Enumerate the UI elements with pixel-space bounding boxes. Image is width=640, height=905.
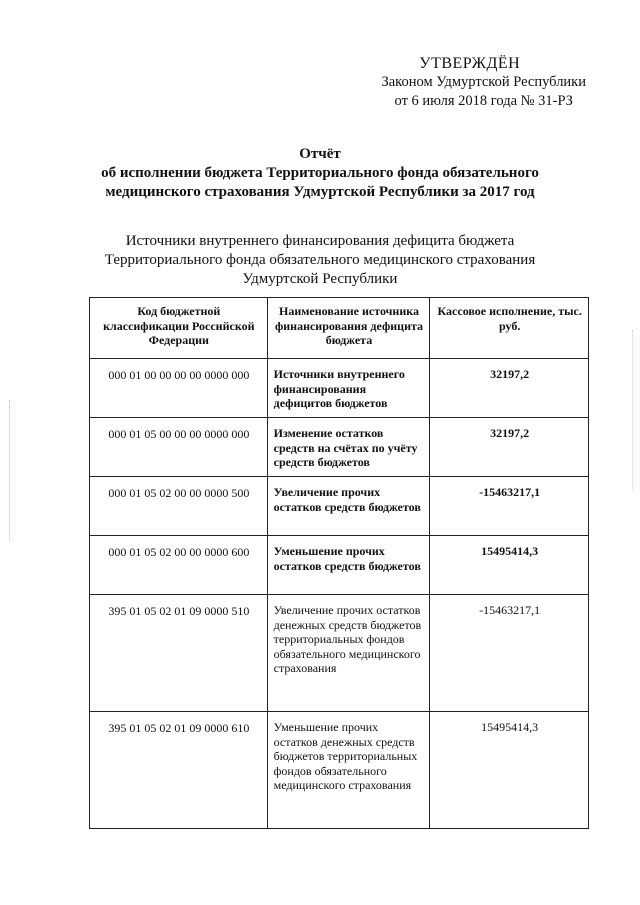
row-code: 000 01 05 02 00 00 0000 500 (90, 477, 268, 536)
row-code: 395 01 05 02 01 09 0000 610 (90, 712, 268, 829)
report-title-line1: об исполнении бюджета Территориального фонда обязательного (101, 165, 539, 181)
subtitle-line2: Территориального фонда обязательного медицинского страхования (104, 252, 536, 268)
row-name: Увеличение прочих остатков денежных средств бюджетов территориальных фондов обязательного медицинского страхования (267, 595, 430, 712)
approval-law: Законом Удмуртской Республики (381, 74, 586, 90)
row-code: 395 01 05 02 01 09 0000 510 (90, 595, 268, 712)
row-name: Источники внутреннего финансирования дефицитов бюджетов (267, 359, 430, 418)
row-amount: -15463217,1 (430, 477, 589, 536)
header-code: Код бюджетной классификации Российской Федерации (90, 298, 268, 359)
table-header-row (90, 298, 589, 359)
table-row (90, 359, 589, 418)
section-subtitle (0, 232, 640, 289)
header-name: Наименование источника финансирования дефицита бюджета (267, 298, 430, 359)
row-code: 000 01 00 00 00 00 0000 000 (90, 359, 268, 418)
header-amount: Кассовое исполнение, тыс. руб. (430, 298, 589, 359)
row-code: 000 01 05 00 00 00 0000 000 (90, 418, 268, 477)
report-title (0, 145, 640, 202)
table-row (90, 712, 589, 829)
row-amount: 15495414,3 (430, 712, 589, 829)
table-row (90, 595, 589, 712)
row-amount: 15495414,3 (430, 536, 589, 595)
row-name: Уменьшение прочих остатков денежных средств бюджетов территориальных фондов обязательного медицинского страхования (267, 712, 430, 829)
row-amount: -15463217,1 (430, 595, 589, 712)
report-title-line2: медицинского страхования Удмуртской Республики за 2017 год (105, 184, 535, 200)
row-name: Изменение остатков средств на счётах по учёту средств бюджетов (267, 418, 430, 477)
row-name: Увеличение прочих остатков средств бюджетов (267, 477, 430, 536)
row-code: 000 01 05 02 00 00 0000 600 (90, 536, 268, 595)
row-amount: 32197,2 (430, 418, 589, 477)
report-title-word: Отчёт (299, 146, 341, 162)
scan-margin-mark (9, 400, 11, 540)
scan-margin-mark-right (632, 330, 634, 490)
approval-word: УТВЕРЖДЁН (419, 55, 521, 72)
financing-sources-table (89, 297, 589, 829)
subtitle-line3: Удмуртской Республики (242, 271, 398, 287)
row-name: Уменьшение прочих остатков средств бюджетов (267, 536, 430, 595)
table-row (90, 418, 589, 477)
approval-date: от 6 июля 2018 года № 31-РЗ (394, 93, 573, 109)
approval-stamp (381, 54, 586, 111)
subtitle-line1: Источники внутреннего финансирования дефицита бюджета (125, 233, 515, 249)
table-row (90, 536, 589, 595)
row-amount: 32197,2 (430, 359, 589, 418)
table-row (90, 477, 589, 536)
